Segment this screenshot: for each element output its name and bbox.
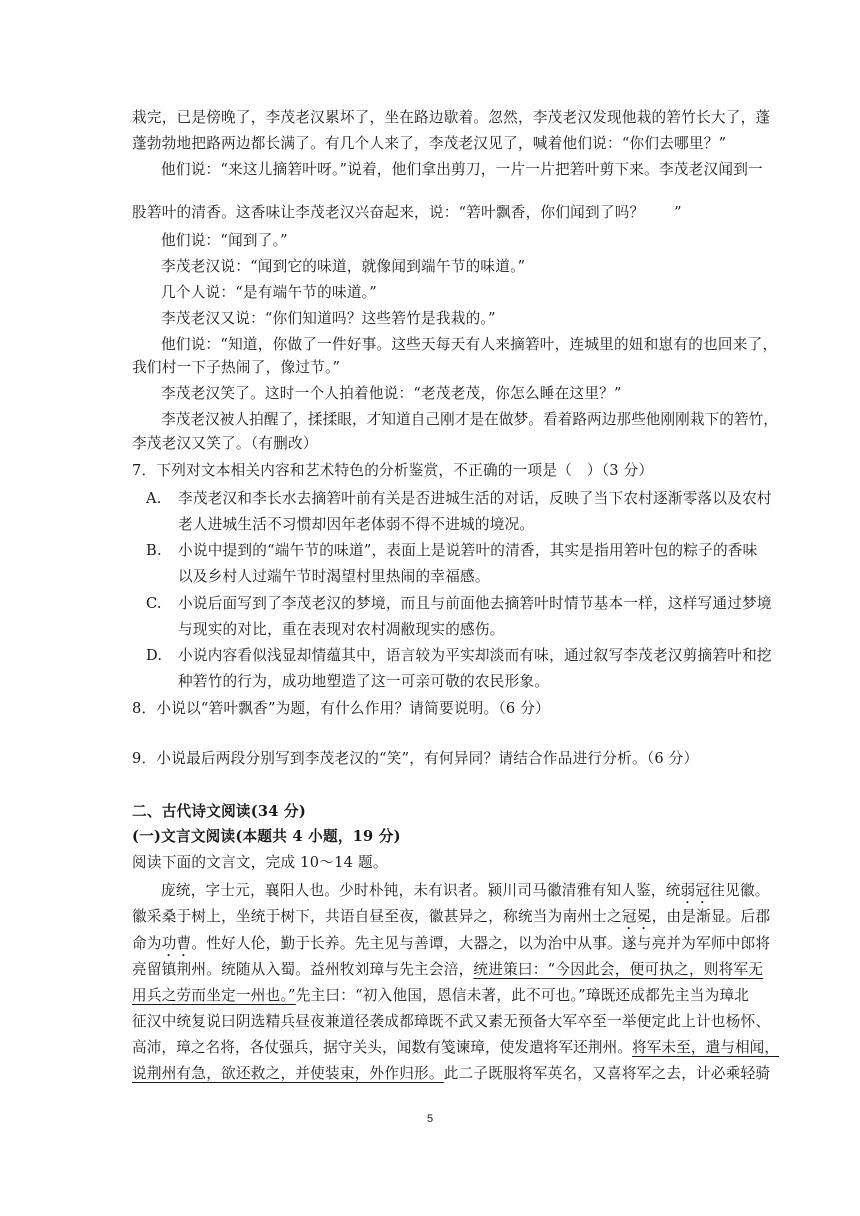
classical-line (0, 1064, 860, 1084)
text-run: 命为 (132, 935, 162, 952)
emphasized-term: 弱冠 (680, 882, 711, 899)
classical-line (0, 1038, 860, 1058)
story-line: 他们说：“来这儿摘箬叶呀。”说着，他们拿出剪刀，一片一片把箬叶剪下来。李茂老汉闻到一 (161, 161, 763, 178)
classical-line (0, 960, 860, 980)
option-label: C. (146, 595, 162, 612)
question-7-stem: 7．下列对文本相关内容和艺术特色的分析鉴赏，不正确的一项是（ ）（3 分） (132, 462, 654, 479)
story-line: 李茂老汉又笑了。（有删改） (132, 435, 318, 452)
story-line: 李茂老汉又说：“你们知道吗？这些箬竹是我栽的。” (161, 310, 496, 327)
text-run: 往见徽。 (710, 882, 770, 899)
option-c-continued: 与现实的对比，重在表现对农村凋敝现实的感伤。 (178, 621, 505, 638)
classical-line (0, 907, 860, 933)
story-line: 李茂老汉笑了。这时一个人拍着他说：“老茂老茂，你怎么睡在这里？” (161, 385, 622, 402)
story-line: 几个人说：“是有端午节的味道。” (161, 284, 377, 301)
subsection-heading: (一)文言文阅读(本题共 4 小题，19 分) (132, 828, 401, 845)
option-text: 小说内容看似浅显却情蕴其中，语言较为平实却淡而有味，通过叙写李茂老汉剪摘箬叶和挖 (178, 647, 772, 664)
classical-line (0, 881, 860, 907)
emphasized-term: 冠冕 (621, 908, 652, 925)
option-text: 小说后面写到了李茂老汉的梦境，而且与前面他去摘箬叶时情节基本一样，这样写通过梦境 (178, 595, 772, 612)
story-line: 他们说：“闻到了。” (161, 232, 288, 249)
option-a-continued: 老人进城生活不习惯却因年老体弱不得不进城的境况。 (178, 516, 535, 533)
option-c (0, 594, 860, 614)
option-b-continued: 以及乡村人过端午节时渴望村里热闹的幸福感。 (178, 568, 490, 585)
classical-line: 征汉中统复说曰阴选精兵昼夜兼道径袭成都璋既不武又素无预备大军卒至一举便定此上计也杨怀、 (132, 1013, 771, 1030)
option-label: D. (146, 647, 163, 664)
underlined-sentence: 统进策曰：“今因此会，便可执之，则将军无 (473, 961, 764, 978)
section-heading: 二、古代诗文阅读(34 分) (132, 803, 307, 820)
option-label: A. (146, 490, 162, 507)
text-run: 徽采桑于树上，坐统于树下，共语自昼至夜，徽甚异之，称统当为南州士之 (132, 908, 622, 925)
option-text: 小说中提到的“端午节的味道”，表面上是说箬叶的清香，其实是指用箬叶包的粽子的香味 (178, 542, 758, 559)
option-text: 李茂老汉和李长水去摘箬叶前有关是否进城生活的对话，反映了当下农村逐渐零落以及农村 (178, 490, 772, 507)
classical-line (0, 986, 860, 1006)
story-line: 他们说：“知道，你做了一件好事。这些天每天有人来摘箬叶，连城里的妞和崽有的也回来了， (161, 336, 778, 353)
story-line: 李茂老汉被人拍醒了，揉揉眼，才知道自己刚才是在做梦。看着路两边那些他刚刚栽下的箬竹， (161, 411, 778, 428)
page-number: 5 (426, 1113, 434, 1125)
story-line: 股箬叶的清香。这香味让李茂老汉兴奋起来，说：“箬叶飘香，你们闻到了吗？ ” (132, 204, 682, 221)
option-a (0, 489, 860, 509)
underlined-sentence: 将军未至，遣与相闻， (632, 1039, 780, 1056)
question-8: 8．小说以“箬叶飘香”为题，有什么作用？请简要说明。（6 分） (132, 700, 551, 717)
text-run: 。性好人伦，勤于长养。先主见与善谭，大器之，以为治中从事。遂与亮并为军师中郎将 (191, 935, 771, 952)
underlined-sentence: 说荆州有急，欲还救之，并使装束，外作归形。 (132, 1065, 444, 1082)
text-run: 亮留镇荆州。统随从入蜀。益州牧刘璋与先主会涪， (132, 961, 474, 978)
story-line: 栽完，已是傍晚了，李茂老汉累坏了，坐在路边歇着。忽然，李茂老汉发现他栽的箬竹长大了，蓬 (132, 109, 771, 126)
classical-line (0, 934, 860, 960)
story-line: 我们村一下子热闹了，像过节。” (132, 359, 341, 376)
option-label: B. (146, 542, 162, 559)
reading-instruction: 阅读下面的文言文，完成 10～14 题。 (132, 854, 388, 871)
story-line: 李茂老汉说：“闻到它的味道，就像闻到端午节的味道。” (161, 258, 526, 275)
emphasized-term: 功曹 (161, 935, 192, 952)
text-run: ，由是渐显。后郡 (651, 908, 771, 925)
text-run: 先主曰：“初入他国，恩信未著，此不可也。”璋既还成都先主当为璋北 (295, 987, 750, 1004)
text-run: 庞统，字士元，襄阳人也。少时朴钝，未有识者。颍川司马徽清雅有知人鉴，统 (161, 882, 681, 899)
question-9: 9．小说最后两段分别写到李茂老汉的“笑”，有何异同？请结合作品进行分析。（6 分） (132, 750, 699, 767)
option-b (0, 541, 860, 561)
text-run: 此二子既服将军英名，又喜将军之去，计必乘轻骑 (443, 1065, 771, 1082)
story-line: 蓬勃勃地把路两边都长满了。有几个人来了，李茂老汉见了，喊着他们说：“你们去哪里？” (132, 135, 727, 152)
option-d (0, 646, 860, 666)
option-d-continued: 种箬竹的行为，成功地塑造了这一可亲可敬的农民形象。 (178, 673, 550, 690)
text-run: 高沛，璋之名将，各仗强兵，据守关头，闻数有笺谏璋，使发遣将军还荆州。 (132, 1039, 633, 1056)
underlined-sentence: 用兵之劳而坐定一州也。” (132, 987, 296, 1004)
